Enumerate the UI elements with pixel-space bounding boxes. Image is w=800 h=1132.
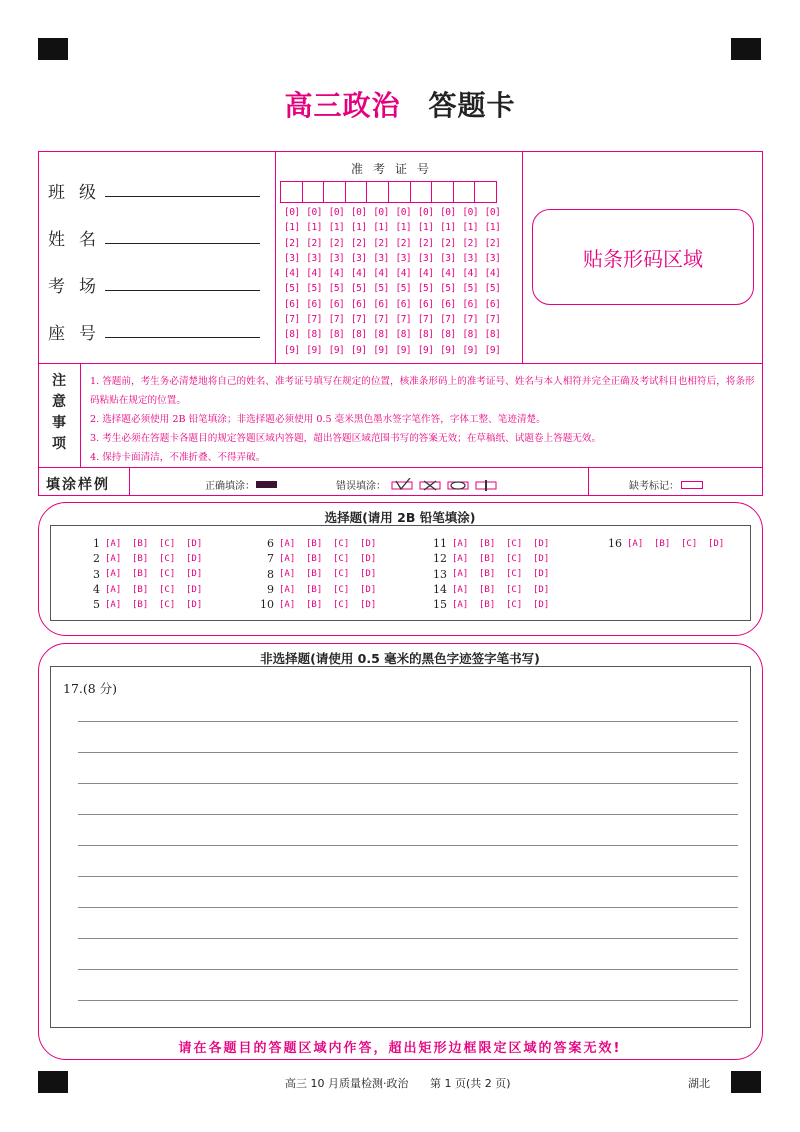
mc-option-bubble[interactable]: [B] [654, 538, 671, 549]
admission-digit-bubble[interactable]: [4] [373, 268, 389, 280]
admission-digit-bubble[interactable]: [9] [373, 344, 389, 356]
mc-question-number: 16 [608, 537, 622, 551]
admission-digit-bubble[interactable]: [6] [484, 298, 501, 310]
admission-title: 准考证号 [350, 162, 439, 176]
mc-option-bubble[interactable]: [D] [360, 553, 377, 564]
mc-option-bubble[interactable]: [A] [452, 553, 469, 564]
mc-option-bubble[interactable]: [D] [533, 584, 550, 595]
admission-digit-bubble[interactable]: [4] [306, 268, 322, 280]
mc-option-bubble[interactable]: [A] [279, 569, 296, 580]
mc-question-number: 3 [93, 567, 100, 581]
admission-digit-bubble[interactable]: [2] [484, 237, 501, 249]
notice-label [46, 371, 72, 455]
admission-digit-bubble[interactable]: [8] [284, 329, 300, 341]
admission-digit-bubble[interactable]: [9] [306, 344, 322, 356]
admission-digit-bubble[interactable]: [6] [350, 298, 367, 310]
seat-field[interactable] [105, 337, 260, 338]
mc-question-row [78, 536, 213, 551]
admission-digit-bubble[interactable]: [4] [440, 268, 456, 280]
mc-option-bubble[interactable]: [A] [279, 599, 296, 610]
admission-digit-bubble[interactable]: [6] [306, 298, 322, 310]
class-label: 班级 [48, 183, 110, 203]
admission-digit-bubble[interactable]: [7] [395, 314, 412, 326]
mc-option-bubble[interactable]: [A] [105, 538, 122, 549]
absent-mark-label: 缺考标记： [629, 481, 679, 492]
mc-option-bubble[interactable]: [C] [506, 599, 523, 610]
mc-column [425, 536, 560, 612]
mc-question-number: 8 [267, 567, 274, 581]
name-field[interactable] [105, 243, 260, 244]
admission-digit-bubble[interactable]: [7] [462, 314, 479, 326]
corner-mark-top-right [731, 38, 761, 60]
admission-digit-bubble[interactable]: [1] [284, 222, 300, 234]
seat-label: 座号 [48, 324, 110, 344]
mc-option-bubble[interactable]: [A] [105, 553, 122, 564]
card-title: 答题卡 [428, 89, 516, 122]
admission-digit-bubble[interactable]: [3] [350, 252, 367, 264]
mc-option-bubble[interactable]: [B] [479, 569, 496, 580]
mc-question-number: 1 [93, 537, 100, 551]
admission-digit-box[interactable] [302, 181, 325, 203]
admission-digit-bubble[interactable]: [8] [328, 329, 345, 341]
admission-digit-bubble[interactable]: [5] [440, 283, 456, 295]
mc-option-bubble[interactable]: [B] [479, 584, 496, 595]
admission-digit-box[interactable] [280, 181, 303, 203]
admission-digit-bubble[interactable]: [0] [328, 207, 345, 218]
mc-question-number: 10 [260, 598, 274, 612]
mc-option-bubble[interactable]: [A] [452, 599, 469, 610]
notice-item: 2. 选择题必须使用 2B 铅笔填涂；非选择题必须使用 0.5 毫米黑色墨水签字笔作答，字体工整、笔迹清楚。 [90, 414, 546, 425]
mc-option-bubble[interactable]: [D] [533, 569, 550, 580]
class-field[interactable] [105, 196, 260, 197]
answer-line[interactable] [78, 907, 738, 908]
admission-digit-bubble[interactable]: [4] [350, 268, 367, 280]
admission-digit-bubble[interactable]: [8] [484, 329, 501, 341]
barcode-area [532, 209, 754, 305]
admission-digit-bubble[interactable]: [2] [284, 237, 300, 249]
mc-option-bubble[interactable]: [D] [708, 538, 725, 549]
admission-digit-row [284, 253, 507, 268]
mc-option-bubble[interactable]: [A] [279, 584, 296, 595]
notice-label-char: 事 [52, 415, 66, 431]
admission-digit-bubble[interactable]: [9] [417, 344, 434, 356]
mc-question-row [78, 582, 213, 597]
mc-option-bubble[interactable]: [A] [452, 584, 469, 595]
admission-digit-bubble[interactable]: [1] [395, 222, 412, 234]
mc-question-number: 11 [433, 537, 447, 551]
admission-digit-bubble[interactable]: [3] [462, 252, 479, 264]
corner-mark-bottom-right [731, 1071, 761, 1093]
fill-divider-2 [588, 467, 589, 496]
notice-item: 1. 答题前，考生务必清楚地将自己的姓名、准考证号填写在规定的位置，核准条形码上的准考证号、姓名与本人相符并完全正确及考试科目也相符后，将条形码粘贴在规定的位置。 [90, 376, 755, 406]
mc-option-bubble[interactable]: [D] [533, 553, 550, 564]
mc-option-bubble[interactable]: [C] [333, 599, 350, 610]
mc-column [252, 536, 387, 612]
admission-digit-bubble[interactable]: [5] [417, 283, 434, 295]
admission-digit-box[interactable] [388, 181, 411, 203]
admission-digit-row [284, 268, 507, 283]
mc-question-number: 14 [433, 583, 447, 597]
mc-option-bubble[interactable]: [B] [132, 599, 149, 610]
admission-digit-bubble[interactable]: [1] [306, 222, 322, 234]
admission-digit-bubble[interactable]: [0] [373, 207, 389, 218]
mc-option-bubble[interactable]: [C] [333, 538, 350, 549]
admission-digit-bubble[interactable]: [7] [440, 314, 456, 326]
admission-digit-bubble[interactable]: [2] [462, 237, 479, 249]
mc-option-bubble[interactable]: [C] [681, 538, 698, 549]
absent-mark-box[interactable] [681, 481, 703, 489]
admission-digit-bubble[interactable]: [0] [395, 207, 412, 218]
mc-option-bubble[interactable]: [C] [159, 599, 176, 610]
admission-digit-bubble[interactable]: [2] [440, 237, 456, 249]
admission-digit-bubble[interactable]: [9] [462, 344, 479, 356]
admission-digit-bubble[interactable]: [8] [417, 329, 434, 341]
admission-digit-bubble[interactable]: [4] [284, 268, 300, 280]
filled-bubble-icon [256, 481, 277, 488]
admission-digit-bubble[interactable]: [8] [462, 329, 479, 341]
mc-option-bubble[interactable]: [B] [132, 538, 149, 549]
admission-digit-bubble[interactable]: [8] [395, 329, 412, 341]
mc-question-row [252, 551, 387, 566]
mc-question-row [252, 597, 387, 612]
answer-area-warning: 请在各题目的答题区域内作答，超出矩形边框限定区域的答案无效! [178, 1041, 622, 1056]
admission-digit-bubble[interactable]: [1] [462, 222, 479, 234]
mc-question-number: 4 [93, 583, 100, 597]
admission-digit-bubble[interactable]: [5] [350, 283, 367, 295]
admission-digit-bubble[interactable]: [2] [417, 237, 434, 249]
admission-digit-bubble[interactable]: [8] [373, 329, 389, 341]
answer-line[interactable] [78, 1000, 738, 1001]
exam-room-label: 考场 [48, 277, 110, 297]
footer-page-number: 第 1 页(共 2 页) [430, 1077, 511, 1090]
admission-digit-bubble[interactable]: [3] [440, 252, 456, 264]
admission-digit-row [284, 222, 507, 237]
mc-option-bubble[interactable]: [B] [306, 599, 323, 610]
fill-example-top-line [38, 467, 763, 468]
notice-item: 3. 考生必须在答题卡各题目的规定答题区域内答题，超出答题区域范围书写的答案无效；在草稿纸、试题卷上答题无效。 [90, 433, 602, 444]
mc-question-row [252, 536, 387, 551]
mc-question-row [425, 536, 560, 551]
mc-column [78, 536, 213, 612]
admission-digit-bubble[interactable]: [7] [417, 314, 434, 326]
admission-digit-bubble[interactable]: [3] [284, 252, 300, 264]
mc-option-bubble[interactable]: [C] [506, 584, 523, 595]
mc-question-number: 2 [93, 552, 100, 566]
mc-option-bubble[interactable]: [A] [105, 584, 122, 595]
admission-digit-bubble[interactable]: [1] [373, 222, 389, 234]
mc-question-number: 9 [267, 583, 274, 597]
mc-option-bubble[interactable]: [D] [186, 569, 203, 580]
notice-label-char: 注 [52, 373, 66, 389]
admission-digit-bubble[interactable]: [9] [350, 344, 367, 356]
admission-digit-bubble[interactable]: [3] [373, 252, 389, 264]
corner-mark-top-left [38, 38, 68, 60]
answer-line[interactable] [78, 938, 738, 939]
admission-digit-bubble[interactable]: [0] [350, 207, 367, 218]
mc-option-bubble[interactable]: [A] [452, 569, 469, 580]
footer-region: 湖北 [688, 1077, 710, 1090]
mc-option-bubble[interactable]: [B] [306, 569, 323, 580]
barcode-label: 贴条形码区域 [583, 246, 703, 271]
mc-option-bubble[interactable]: [D] [533, 538, 550, 549]
mc-option-bubble[interactable]: [D] [360, 584, 377, 595]
admission-digit-bubble[interactable]: [4] [328, 268, 345, 280]
admission-digit-bubble[interactable]: [6] [440, 298, 456, 310]
admission-digit-bubble[interactable]: [0] [417, 207, 434, 218]
mc-option-bubble[interactable]: [C] [506, 553, 523, 564]
mc-option-bubble[interactable]: [B] [479, 538, 496, 549]
admission-digit-bubble[interactable]: [5] [328, 283, 345, 295]
name-label: 姓名 [48, 230, 110, 250]
admission-digit-box[interactable] [345, 181, 368, 203]
wrong-fill-marks-icon [390, 478, 502, 492]
absent-mark-example [629, 477, 703, 492]
admission-digit-bubble[interactable]: [9] [484, 344, 501, 356]
admission-digit-bubble[interactable]: [6] [462, 298, 479, 310]
admission-digit-bubble[interactable]: [9] [395, 344, 412, 356]
admission-digit-bubble[interactable]: [1] [440, 222, 456, 234]
admission-digit-bubble[interactable]: [5] [373, 283, 389, 295]
notice-top-line [38, 363, 763, 364]
admission-digit-bubble[interactable]: [3] [328, 252, 345, 264]
mc-option-bubble[interactable]: [D] [186, 538, 203, 549]
mc-question-number: 7 [267, 552, 274, 566]
admission-digit-box[interactable] [410, 181, 433, 203]
mc-option-bubble[interactable]: [C] [506, 538, 523, 549]
admission-digit-box[interactable] [453, 181, 476, 203]
answer-line[interactable] [78, 814, 738, 815]
admission-digit-bubble[interactable]: [1] [484, 222, 501, 234]
mc-option-bubble[interactable]: [A] [105, 569, 122, 580]
admission-digit-box[interactable] [366, 181, 389, 203]
admission-digit-bubble[interactable]: [0] [484, 207, 501, 218]
admission-digit-bubble[interactable]: [5] [284, 283, 300, 295]
mc-question-row [425, 597, 560, 612]
mc-option-bubble[interactable]: [C] [159, 569, 176, 580]
admission-digit-bubble[interactable]: [6] [395, 298, 412, 310]
mc-question-number: 13 [433, 567, 447, 581]
answer-line[interactable] [78, 752, 738, 753]
admission-digit-bubble[interactable]: [4] [484, 268, 501, 280]
admission-digit-bubble[interactable]: [9] [328, 344, 345, 356]
admission-digit-bubble[interactable]: [5] [462, 283, 479, 295]
mc-question-row [425, 567, 560, 582]
admission-digit-bubble[interactable]: [8] [306, 329, 322, 341]
admission-digit-bubble[interactable]: [3] [417, 252, 434, 264]
admission-digit-bubble[interactable]: [0] [284, 207, 300, 218]
mc-option-bubble[interactable]: [D] [186, 599, 203, 610]
mc-option-bubble[interactable]: [C] [506, 569, 523, 580]
footer-exam-name: 高三 10 月质量检测·政治 [285, 1077, 409, 1090]
admission-digit-bubble[interactable]: [1] [350, 222, 367, 234]
corner-mark-bottom-left [38, 1071, 68, 1093]
notice-label-divider [80, 363, 81, 467]
admission-digit-bubble[interactable]: [3] [484, 252, 501, 264]
mc-option-bubble[interactable]: [D] [533, 599, 550, 610]
mc-question-row [78, 551, 213, 566]
admission-digit-bubble[interactable]: [3] [306, 252, 322, 264]
page-title [0, 84, 800, 124]
admission-digit-box[interactable] [474, 181, 497, 203]
mc-option-bubble[interactable]: [C] [333, 553, 350, 564]
admission-digit-bubble[interactable]: [7] [350, 314, 367, 326]
admission-digit-bubble[interactable]: [6] [417, 298, 434, 310]
admission-digit-bubble[interactable]: [4] [417, 268, 434, 280]
notice-item: 4. 保持卡面清洁，不准折叠、不得弄破。 [90, 452, 266, 463]
exam-room-field[interactable] [105, 290, 260, 291]
admission-digit-bubble[interactable]: [7] [373, 314, 389, 326]
answer-line[interactable] [78, 969, 738, 970]
mc-question-row [425, 551, 560, 566]
mc-column [600, 536, 735, 551]
mc-question-number: 5 [93, 598, 100, 612]
admission-digit-bubble[interactable]: [4] [395, 268, 412, 280]
info-divider-left [275, 151, 276, 363]
mc-option-bubble[interactable]: [B] [132, 584, 149, 595]
mc-question-number: 15 [433, 598, 447, 612]
mc-option-bubble[interactable]: [D] [360, 599, 377, 610]
multiple-choice-title: 选择题(请用 2B 铅笔填涂) [324, 510, 476, 525]
mc-option-bubble[interactable]: [B] [479, 599, 496, 610]
mc-option-bubble[interactable]: [C] [333, 584, 350, 595]
admission-digit-bubble[interactable]: [0] [462, 207, 479, 218]
admission-digit-row [284, 283, 507, 298]
non-choice-title: 非选择题(请使用 0.5 毫米的黑色字迹签字笔书写) [260, 651, 540, 666]
admission-digit-bubble[interactable]: [8] [440, 329, 456, 341]
answer-line[interactable] [78, 845, 738, 846]
admission-digit-bubble[interactable]: [4] [462, 268, 479, 280]
correct-fill-example [205, 477, 277, 492]
correct-fill-label: 正确填涂： [205, 481, 255, 492]
mc-question-row [425, 582, 560, 597]
mc-option-bubble[interactable]: [A] [279, 538, 296, 549]
mc-question-row [252, 567, 387, 582]
admission-digit-row [284, 238, 507, 253]
info-divider-right [522, 151, 523, 363]
mc-question-number: 12 [433, 552, 447, 566]
mc-option-bubble[interactable]: [B] [306, 584, 323, 595]
admission-digit-bubble[interactable]: [9] [284, 344, 300, 356]
wrong-fill-label: 错误填涂： [336, 481, 386, 492]
fill-divider-1 [129, 467, 130, 496]
admission-digit-box[interactable] [431, 181, 454, 203]
admission-digit-row [284, 299, 507, 314]
mc-question-row [78, 567, 213, 582]
mc-option-bubble[interactable]: [A] [452, 538, 469, 549]
answer-line[interactable] [78, 721, 738, 722]
admission-digit-bubble[interactable]: [8] [350, 329, 367, 341]
admission-digit-row [284, 314, 507, 329]
admission-digit-bubble[interactable]: [1] [417, 222, 434, 234]
notice-label-char: 项 [52, 436, 66, 452]
admission-digit-bubble[interactable]: [6] [373, 298, 389, 310]
mc-option-bubble[interactable]: [B] [479, 553, 496, 564]
mc-option-bubble[interactable]: [B] [132, 553, 149, 564]
answer-line[interactable] [78, 783, 738, 784]
mc-option-bubble[interactable]: [B] [306, 538, 323, 549]
admission-digit-bubble[interactable]: [5] [306, 283, 322, 295]
mc-option-bubble[interactable]: [D] [360, 538, 377, 549]
mc-question-row [600, 536, 735, 551]
mc-option-bubble[interactable]: [A] [105, 599, 122, 610]
notice-label-char: 意 [52, 394, 66, 410]
mc-option-bubble[interactable]: [C] [333, 569, 350, 580]
mc-option-bubble[interactable]: [B] [132, 569, 149, 580]
question-17-label: 17.(8 分) [63, 681, 118, 696]
subject-title: 高三政治 [284, 89, 401, 122]
mc-option-bubble[interactable]: [B] [306, 553, 323, 564]
admission-digit-bubble[interactable]: [7] [284, 314, 300, 326]
admission-digit-bubble[interactable]: [2] [306, 237, 322, 249]
mc-option-bubble[interactable]: [C] [159, 553, 176, 564]
admission-digit-bubble[interactable]: [7] [484, 314, 501, 326]
mc-option-bubble[interactable]: [D] [186, 584, 203, 595]
mc-option-bubble[interactable]: [A] [279, 553, 296, 564]
admission-digit-bubble[interactable]: [2] [395, 237, 412, 249]
mc-question-number: 6 [267, 537, 274, 551]
admission-digit-bubble[interactable]: [6] [284, 298, 300, 310]
admission-digit-bubble[interactable]: [0] [440, 207, 456, 218]
mc-option-bubble[interactable]: [A] [627, 538, 644, 549]
admission-digit-bubble[interactable]: [3] [395, 252, 412, 264]
mc-option-bubble[interactable]: [D] [186, 553, 203, 564]
admission-digit-row [284, 345, 507, 360]
admission-digit-box[interactable] [323, 181, 346, 203]
admission-boxes [280, 181, 496, 203]
notice-list [90, 372, 760, 467]
wrong-fill-example [336, 477, 502, 492]
admission-digit-bubble[interactable]: [6] [328, 298, 345, 310]
mc-question-row [78, 597, 213, 612]
admission-digit-bubble[interactable]: [7] [328, 314, 345, 326]
admission-digit-bubble[interactable]: [1] [328, 222, 345, 234]
mc-option-bubble[interactable]: [D] [360, 569, 377, 580]
mc-question-row [252, 582, 387, 597]
mc-option-bubble[interactable]: [C] [159, 584, 176, 595]
admission-digit-bubble[interactable]: [2] [373, 237, 389, 249]
admission-digit-bubble[interactable]: [2] [350, 237, 367, 249]
admission-bubble-grid [284, 207, 507, 360]
admission-digit-row [284, 207, 507, 222]
admission-digit-bubble[interactable]: [9] [440, 344, 456, 356]
admission-digit-bubble[interactable]: [5] [484, 283, 501, 295]
answer-line[interactable] [78, 876, 738, 877]
mc-option-bubble[interactable]: [C] [159, 538, 176, 549]
fill-example-label: 填涂样例 [46, 477, 110, 493]
admission-digit-row [284, 329, 507, 344]
admission-digit-bubble[interactable]: [0] [306, 207, 322, 218]
admission-digit-bubble[interactable]: [7] [306, 314, 322, 326]
admission-digit-bubble[interactable]: [5] [395, 283, 412, 295]
admission-digit-bubble[interactable]: [2] [328, 237, 345, 249]
